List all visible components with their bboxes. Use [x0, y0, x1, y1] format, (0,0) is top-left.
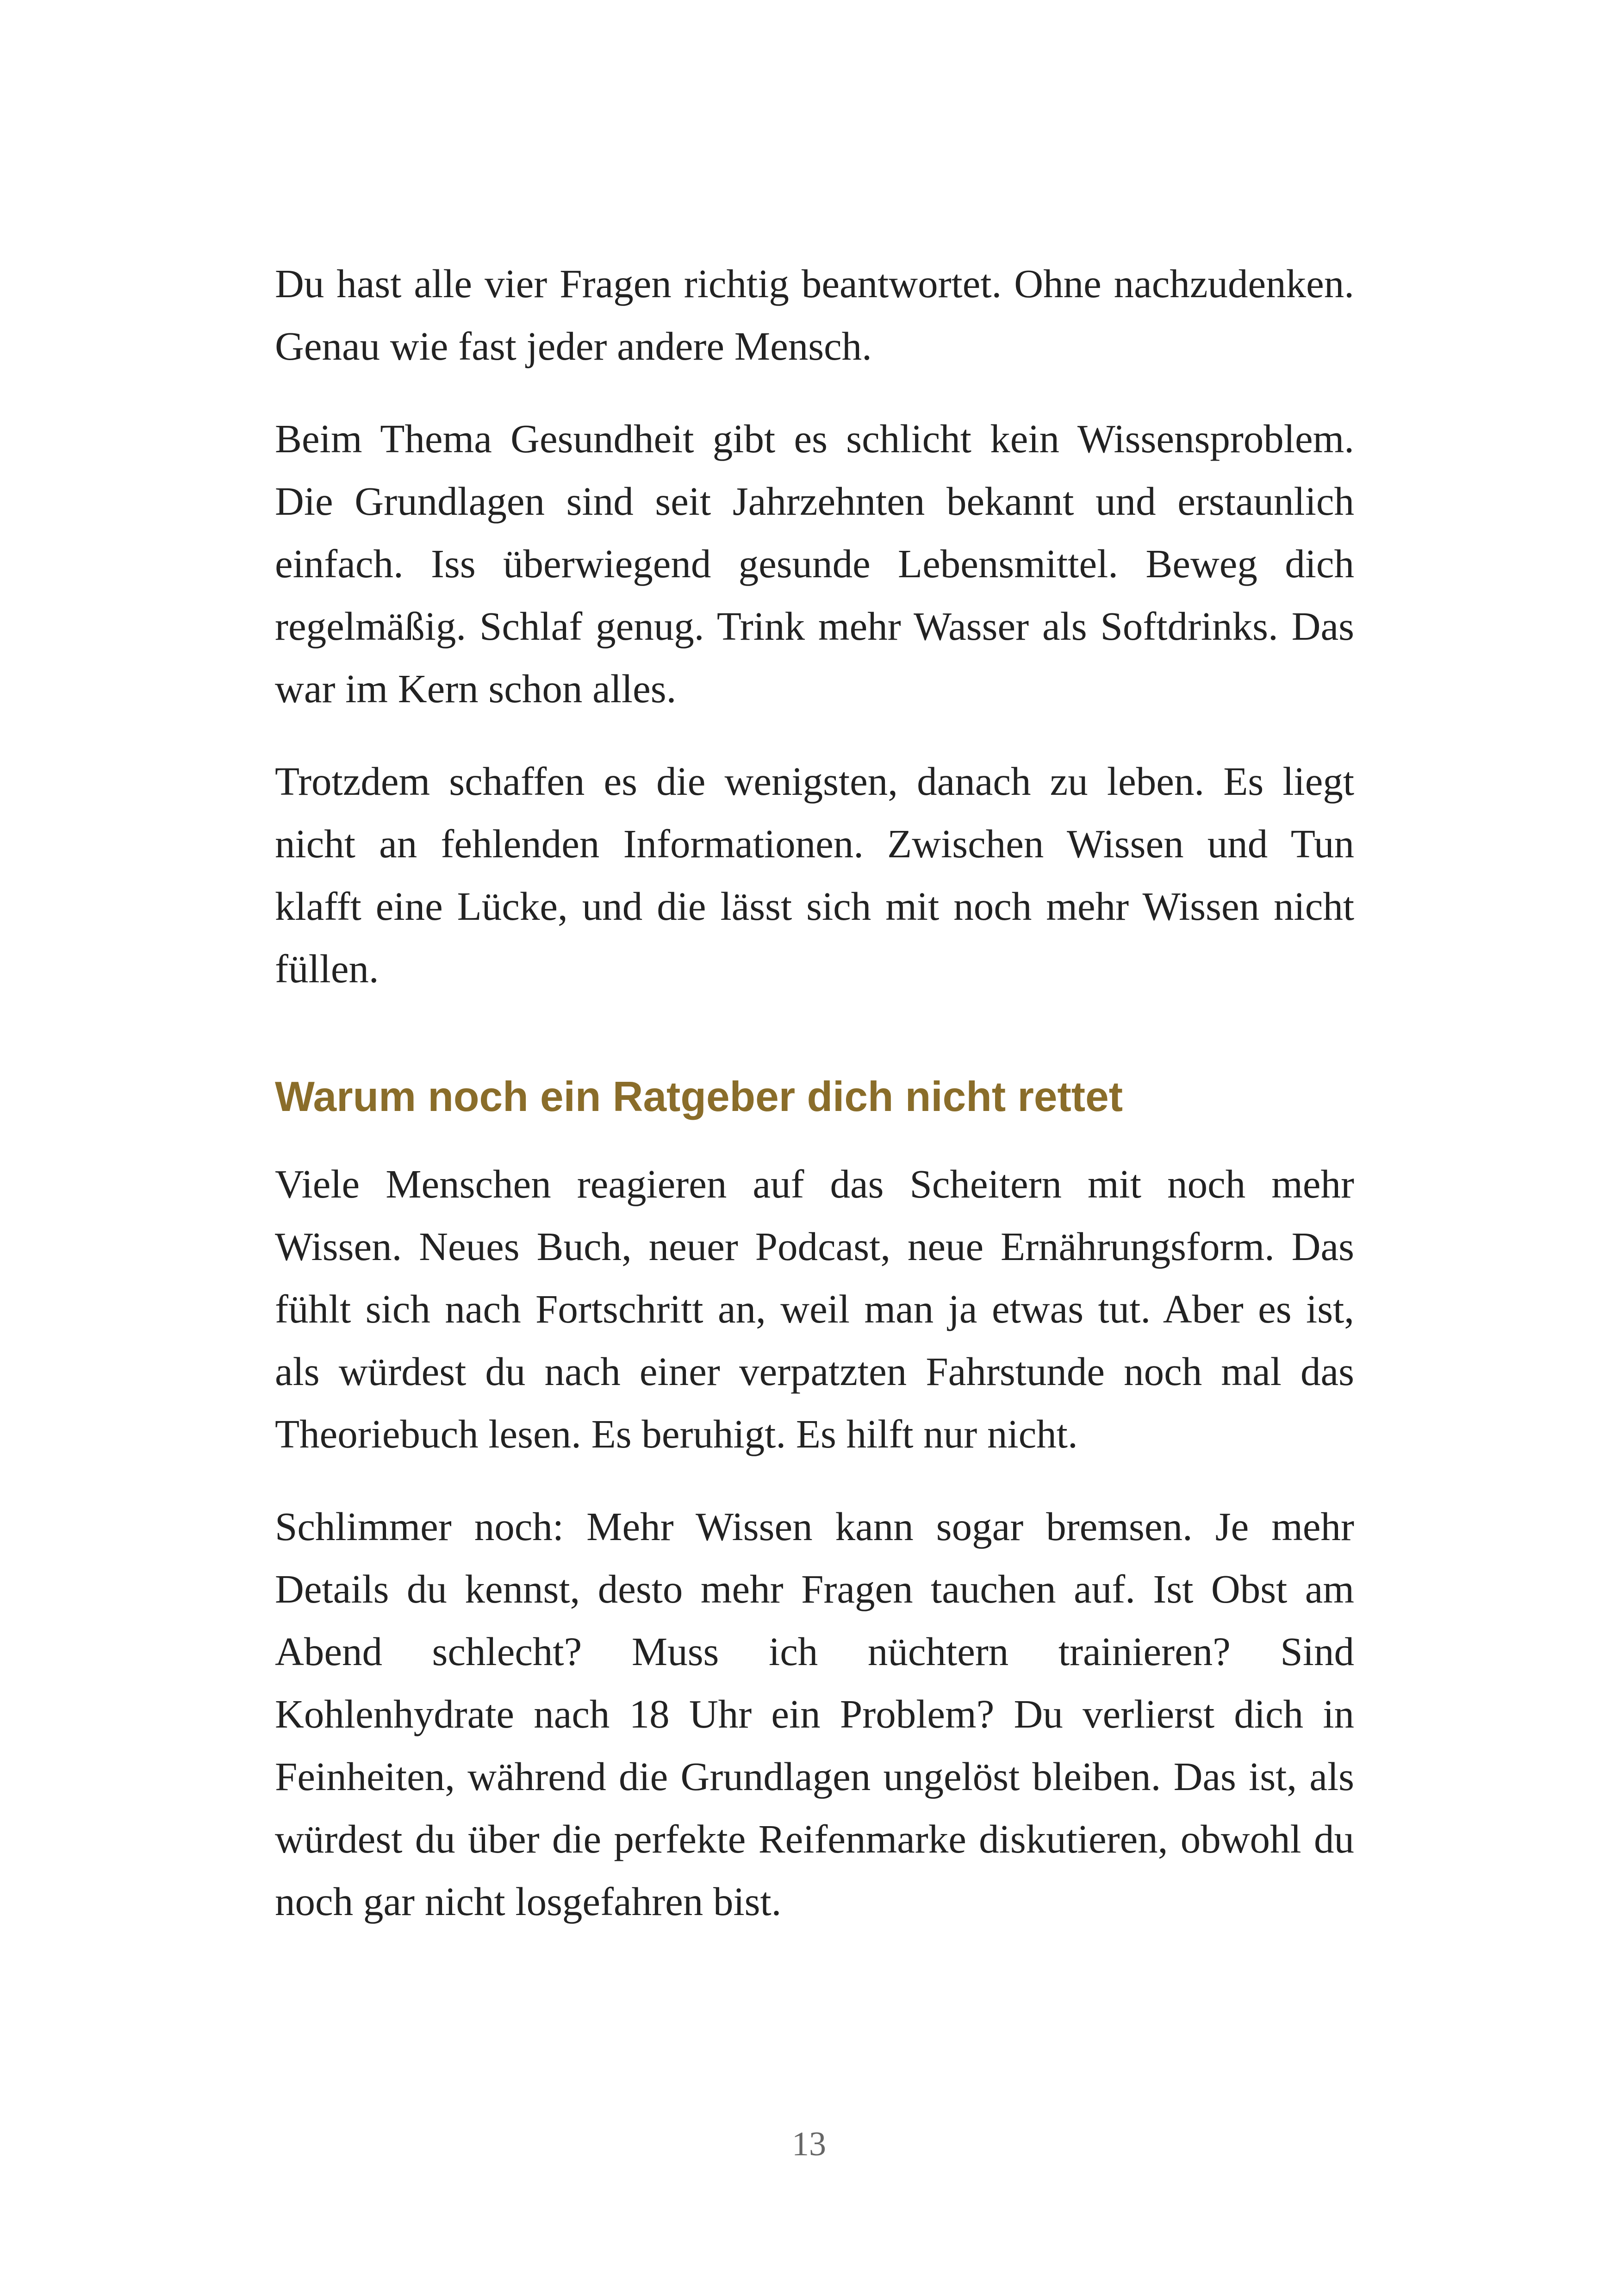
- section-heading: Warum noch ein Ratgeber dich nicht rettet: [275, 1073, 1123, 1120]
- paragraph-3: Trotzdem schaffen es die wenigsten, danach zu leben. Es liegt nicht an fehlenden Informationen. Zwischen Wissen und Tun klafft eine Lücke, und die lässt sich mit noch mehr Wissen nicht füllen.: [275, 759, 1354, 991]
- page-content: [275, 252, 1354, 1963]
- paragraph-4: Viele Menschen reagieren auf das Scheitern mit noch mehr Wissen. Neues Buch, neuer Podcast, neue Ernährungsform. Das fühlt sich nach Fortschritt an, weil man ja etwas tut. Aber es ist, als würdest du nach einer verpatzten Fahrstunde noch mal das Theoriebuch lesen. Es beruhigt. Es hilft nur nicht.: [275, 1161, 1354, 1456]
- paragraph-1: Du hast alle vier Fragen richtig beantwortet. Ohne nachzudenken. Genau wie fast jeder andere Mensch.: [275, 261, 1354, 368]
- paragraph-5: Schlimmer noch: Mehr Wissen kann sogar bremsen. Je mehr Details du kennst, desto mehr Fragen tauchen auf. Ist Obst am Abend schlecht? Muss ich nüchtern trainieren? Sind Kohlenhydrate nach 18 Uhr ein Problem? Du verlierst dich in Feinheiten, während die Grundlagen ungelöst bleiben. Das ist, als würdest du über die perfekte Reifenmarke diskutieren, obwohl du noch gar nicht losgefahren bist.: [275, 1504, 1354, 1924]
- paragraph-2: Beim Thema Gesundheit gibt es schlicht kein Wissensproblem. Die Grundlagen sind seit Jahrzehnten bekannt und erstaunlich einfach. Iss überwiegend gesunde Lebensmittel. Beweg dich regelmäßig. Schlaf genug. Trink mehr Wasser als Softdrinks. Das war im Kern schon alles.: [275, 416, 1354, 711]
- page-number: 13: [792, 2125, 826, 2163]
